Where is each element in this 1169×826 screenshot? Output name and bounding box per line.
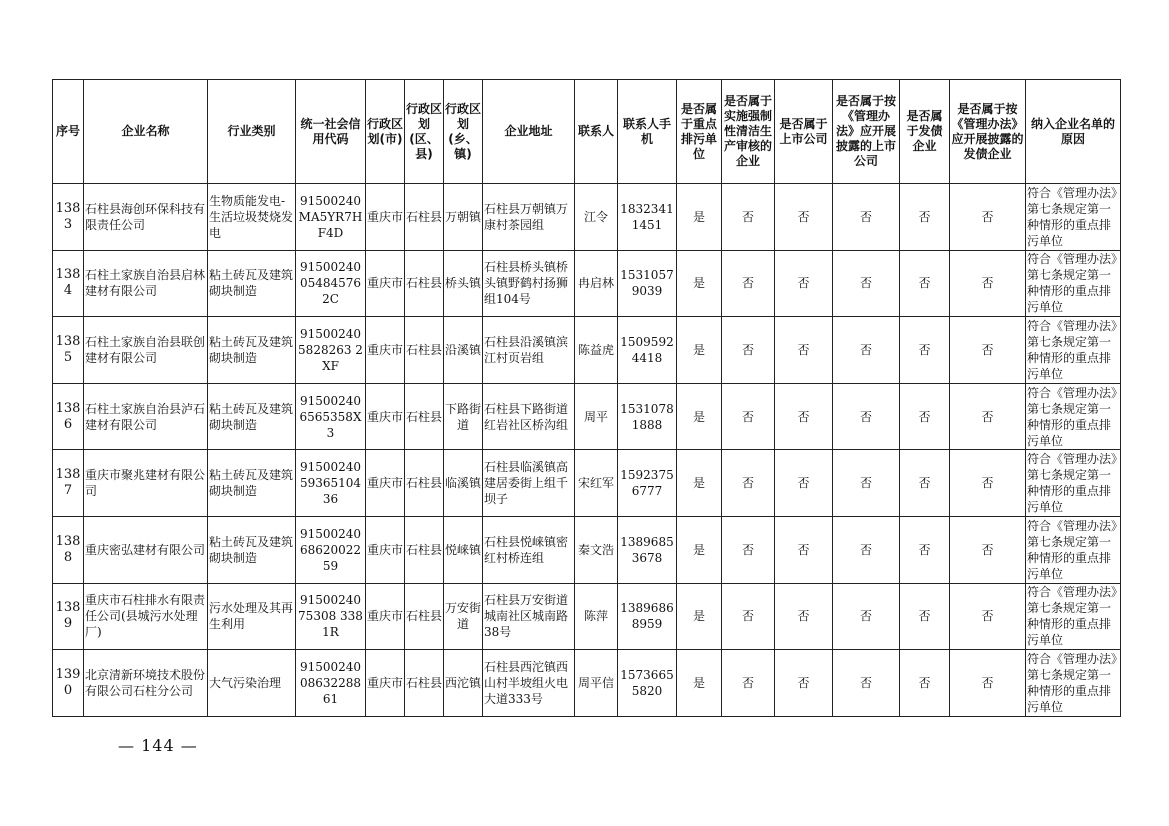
table-cell: 否 [950,184,1026,251]
table-cell: 否 [833,450,900,517]
table-cell: 重庆市 [366,250,405,317]
table-cell: 符合《管理办法》第七条规定第一种情形的重点排污单位 [1026,583,1121,650]
header-cell: 联系人手机 [618,80,677,184]
header-cell: 序号 [53,80,84,184]
header-cell: 是否属于发债企业 [900,80,950,184]
table-cell: 石柱县桥头镇桥头镇野鹤村扬狮组104号 [483,250,575,317]
table-cell: 石柱土家族自治县启林建材有限公司 [84,250,208,317]
table-cell: 临溪镇 [444,450,483,517]
table-cell: 污水处理及其再生利用 [208,583,296,650]
table-cell: 否 [900,583,950,650]
table-cell: 否 [775,250,833,317]
table-cell: 否 [900,184,950,251]
table-cell: 是 [677,450,722,517]
table-cell: 否 [950,317,1026,384]
header-cell: 统一社会信用代码 [296,80,366,184]
table-cell: 否 [833,650,900,717]
table-cell: 否 [833,383,900,450]
header-cell: 是否属于上市公司 [775,80,833,184]
header-cell: 联系人 [575,80,618,184]
table-cell: 否 [950,250,1026,317]
table-cell: 否 [833,250,900,317]
table-cell: 秦文浩 [575,516,618,583]
table-cell: 13896868959 [618,583,677,650]
table-cell: 否 [722,184,775,251]
table-cell: 是 [677,516,722,583]
table-cell: 15310781888 [618,383,677,450]
table-cell: 1388 [53,516,84,583]
table-cell: 石柱县 [405,184,444,251]
table-cell: 粘土砖瓦及建筑砌块制造 [208,450,296,517]
table-cell: 沿溪镇 [444,317,483,384]
table-cell: 符合《管理办法》第七条规定第一种情形的重点排污单位 [1026,250,1121,317]
table-cell: 是 [677,250,722,317]
table-cell: 石柱县 [405,583,444,650]
table-cell: 否 [722,450,775,517]
table-cell: 否 [833,184,900,251]
table-row [53,583,1121,650]
header-cell: 纳入企业名单的原因 [1026,80,1121,184]
table-cell: 重庆市 [366,450,405,517]
table-cell: 石柱县临溪镇高建居委街上组千坝子 [483,450,575,517]
table-cell: 1386 [53,383,84,450]
table-cell: 91500240054845762C [296,250,366,317]
table-cell: 重庆密弘建材有限公司 [84,516,208,583]
table-cell: 1387 [53,450,84,517]
table-cell: 桥头镇 [444,250,483,317]
table-row [53,516,1121,583]
table-cell: 是 [677,583,722,650]
table-cell: 18323411451 [618,184,677,251]
table-cell: 否 [722,650,775,717]
table-cell: 否 [900,317,950,384]
table-cell: 否 [722,250,775,317]
table-cell: 石柱县 [405,317,444,384]
table-cell: 石柱县 [405,516,444,583]
table-cell: 否 [722,317,775,384]
table-cell: 石柱县悦崃镇密红村桥连组 [483,516,575,583]
table-cell: 西沱镇 [444,650,483,717]
table-cell: 1385 [53,317,84,384]
table-row [53,383,1121,450]
table-cell: 粘土砖瓦及建筑砌块制造 [208,516,296,583]
table-cell: 否 [775,383,833,450]
table-cell: 大气污染治理 [208,650,296,717]
table-cell: 否 [900,516,950,583]
table-cell: 石柱土家族自治县泸石建材有限公司 [84,383,208,450]
header-cell: 行政区划(乡、镇) [444,80,483,184]
table-cell: 9150024075308 3381R [296,583,366,650]
table-cell: 冉启林 [575,250,618,317]
table-cell: 石柱县下路街道红岩社区桥沟组 [483,383,575,450]
table-cell: 15310579039 [618,250,677,317]
table-row [53,450,1121,517]
table-cell: 1384 [53,250,84,317]
header-cell: 是否属于按《管理办法》应开展披露的发债企业 [950,80,1026,184]
table-cell: 1390 [53,650,84,717]
table-cell: 周平 [575,383,618,450]
table-cell: 石柱土家族自治县联创建材有限公司 [84,317,208,384]
table-cell: 否 [775,583,833,650]
header-cell: 是否属于重点排污单位 [677,80,722,184]
table-cell: 石柱县沿溪镇滨江村页岩组 [483,317,575,384]
table-cell: 否 [950,450,1026,517]
table-cell: 否 [775,184,833,251]
table-cell: 江令 [575,184,618,251]
table-cell: 宋红军 [575,450,618,517]
table-cell: 符合《管理办法》第七条规定第一种情形的重点排污单位 [1026,317,1121,384]
table-cell: 石柱县 [405,450,444,517]
table-cell: 石柱县 [405,383,444,450]
table-cell: 否 [722,516,775,583]
table-cell: 重庆市聚兆建材有限公司 [84,450,208,517]
table-cell: 是 [677,317,722,384]
table-cell: 万朝镇 [444,184,483,251]
page-number: — 144 — [118,736,198,755]
table-cell: 915002405828263 2XF [296,317,366,384]
table-cell: 否 [722,383,775,450]
table-cell: 915002405936510436 [296,450,366,517]
table-cell: 否 [900,250,950,317]
table-cell: 否 [775,650,833,717]
table-cell: 万安街道 [444,583,483,650]
table-cell: 符合《管理办法》第七条规定第一种情形的重点排污单位 [1026,650,1121,717]
table-cell: 石柱县万安街道城南社区城南路38号 [483,583,575,650]
table-cell: 915002406565358X3 [296,383,366,450]
table-cell: 1389 [53,583,84,650]
header-cell: 行业类别 [208,80,296,184]
table-cell: 否 [775,516,833,583]
table-cell: 否 [900,650,950,717]
table-cell: 否 [833,516,900,583]
table-cell: 陈益虎 [575,317,618,384]
table-cell: 否 [950,650,1026,717]
table-cell: 粘土砖瓦及建筑砌块制造 [208,317,296,384]
table-cell: 15923756777 [618,450,677,517]
header-cell: 行政区划(区、县) [405,80,444,184]
table-row [53,184,1121,251]
table-cell: 石柱县海创环保科技有限责任公司 [84,184,208,251]
header-cell: 企业地址 [483,80,575,184]
table-cell: 13896853678 [618,516,677,583]
table-cell: 重庆市石柱排水有限责任公司(县城污水处理厂) [84,583,208,650]
header-cell: 企业名称 [84,80,208,184]
table-cell: 下路街道 [444,383,483,450]
table-cell: 陈萍 [575,583,618,650]
table-cell: 15095924418 [618,317,677,384]
table-cell: 北京清新环境技术股份有限公司石柱分公司 [84,650,208,717]
table-row [53,317,1121,384]
header-row [53,80,1121,184]
table-cell: 悦崃镇 [444,516,483,583]
table-cell: 粘土砖瓦及建筑砌块制造 [208,250,296,317]
table-cell: 否 [775,317,833,384]
table-cell: 否 [833,583,900,650]
table-cell: 周平信 [575,650,618,717]
table-cell: 否 [950,583,1026,650]
table-cell: 重庆市 [366,317,405,384]
header-cell: 行政区划(市) [366,80,405,184]
table-cell: 1383 [53,184,84,251]
table-cell: 石柱县 [405,250,444,317]
table-body [53,184,1121,717]
table-cell: 否 [950,383,1026,450]
table-cell: 符合《管理办法》第七条规定第一种情形的重点排污单位 [1026,184,1121,251]
table-cell: 否 [833,317,900,384]
table-cell: 915002406862002259 [296,516,366,583]
table-cell: 否 [900,383,950,450]
table-cell: 符合《管理办法》第七条规定第一种情形的重点排污单位 [1026,450,1121,517]
table-cell: 重庆市 [366,650,405,717]
table-cell: 是 [677,650,722,717]
table-cell: 重庆市 [366,516,405,583]
table-cell: 否 [900,450,950,517]
header-cell: 是否属于按《管理办法》应开展披露的上市公司 [833,80,900,184]
table-cell: 生物质能发电-生活垃圾焚烧发电 [208,184,296,251]
table-cell: 符合《管理办法》第七条规定第一种情形的重点排污单位 [1026,516,1121,583]
table-cell: 石柱县 [405,650,444,717]
table-cell: 符合《管理办法》第七条规定第一种情形的重点排污单位 [1026,383,1121,450]
table-cell: 粘土砖瓦及建筑砌块制造 [208,383,296,450]
enterprise-table [52,79,1121,717]
table-cell: 重庆市 [366,583,405,650]
header-cell: 是否属于实施强制性清洁生产审核的企业 [722,80,775,184]
table-cell: 91500240MA5YR7HF4D [296,184,366,251]
table-cell: 重庆市 [366,184,405,251]
table-cell: 915002400863228861 [296,650,366,717]
table-cell: 重庆市 [366,383,405,450]
table-row [53,250,1121,317]
table-cell: 石柱县西沱镇西山村半坡组火电大道333号 [483,650,575,717]
table-cell: 否 [950,516,1026,583]
table-cell: 石柱县万朝镇万康村茶园组 [483,184,575,251]
table-cell: 是 [677,184,722,251]
table-cell: 否 [775,450,833,517]
table-cell: 是 [677,383,722,450]
table-cell: 否 [722,583,775,650]
table-row [53,650,1121,717]
table-cell: 15736655820 [618,650,677,717]
